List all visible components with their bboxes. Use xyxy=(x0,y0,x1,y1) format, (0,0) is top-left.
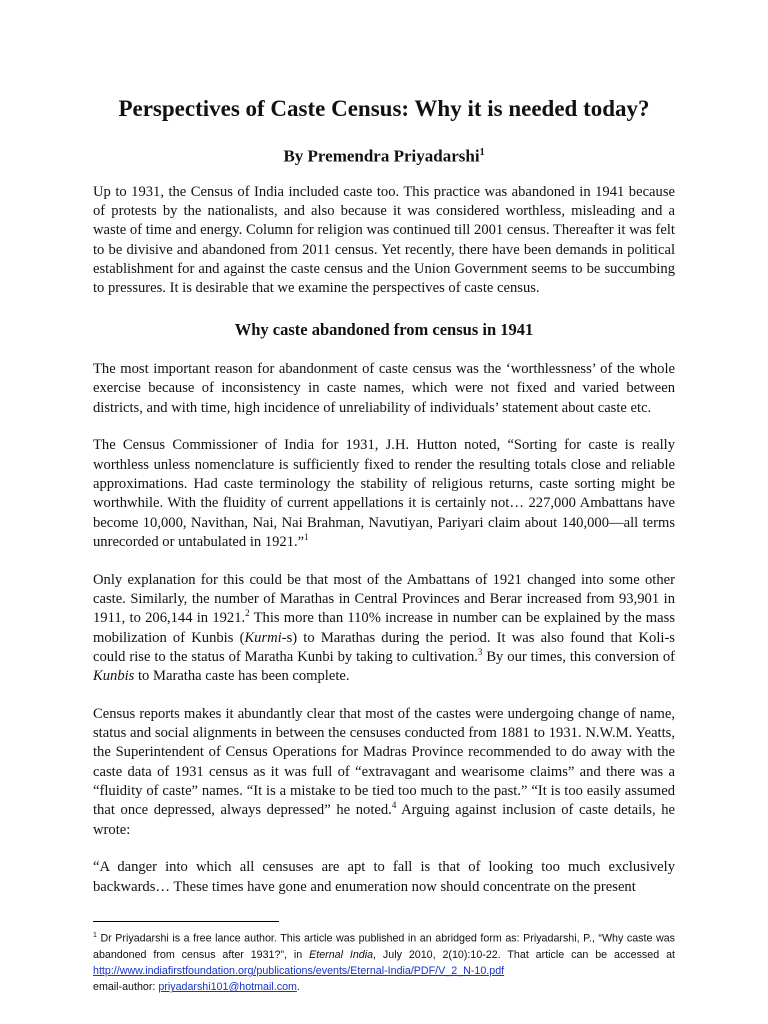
section-heading: Why caste abandoned from census in 1941 xyxy=(234,320,534,340)
document-title: Perspectives of Caste Census: Why it is needed today? xyxy=(118,96,650,121)
footnote-ref: 1 xyxy=(304,531,309,542)
footnote-text: , July 2010, 2(10):10-22. That article can be accessed at xyxy=(373,948,675,961)
footnote xyxy=(93,928,675,996)
italic-term: Kurmi xyxy=(244,629,282,646)
paragraph-ambattans xyxy=(93,571,675,687)
italic-term: Kunbis xyxy=(93,668,135,685)
footnote-ref: 4 xyxy=(391,800,397,811)
paragraph-text: to Maratha caste has been complete. xyxy=(134,668,350,685)
paragraph-text: This more than 110% increase in number can be explained by the mass mobilization of Kunbis ( xyxy=(93,610,675,646)
footnote-ref: 2 xyxy=(245,608,250,619)
paragraph-hutton xyxy=(93,436,675,552)
footnote-ref: 3 xyxy=(477,646,483,657)
article-link[interactable]: http://www.indiafirstfoundation.org/publications/events/Eternal-India/PDF/V_2_N-10.pdf xyxy=(93,965,505,978)
paragraph-worthlessness: The most important reason for abandonment of caste census was the ‘worthlessness’ of the whole exercise because of inconsistency in caste names, which were not fixed and varied between districts, and with time, high incidence of unreliability of individuals’ statement about caste etc. xyxy=(93,360,675,416)
footnote-text: Dr Priyadarshi is a free lance author. This article was published in an abridged form as: Priyadarshi, P., “Why caste was abandoned from census after 1931?”, in xyxy=(93,932,675,961)
paragraph-quote: “A danger into which all censuses are apt to fall is that of looking too much exclusively backwards… These times have gone and enumeration now should concentrate on the present xyxy=(93,859,675,895)
footnote-ref: 1 xyxy=(479,147,485,158)
footnote-text: . xyxy=(296,981,300,994)
paragraph-text: By our times, this conversion of xyxy=(482,648,675,665)
email-link[interactable]: priyadarshi101@hotmail.com xyxy=(158,981,297,994)
paragraph-text: The Census Commissioner of India for 1931, J.H. Hutton noted, “Sorting for caste is really worthless unless nomenclature is sufficiently fixed to render the resulting totals close and reliable approximations. Had caste terminology the stability of religious returns, caste sorting might be worthwhile. With the fluidity of current appellations it is certainly not… 227,000 Ambattans have become 10,000, Navithan, Nai, Nai Brahman, Navutiyan, Pariyari claim about 140,000—all terms unrecorded or untabulated in 1921.” xyxy=(93,437,675,550)
footnote-divider xyxy=(93,921,279,922)
email-label: email-author: xyxy=(93,981,159,994)
footnote-marker: 1 xyxy=(93,932,97,939)
paragraph-text: Census reports makes it abundantly clear that most of the castes were undergoing change of name, status and social alignments in between the censuses conducted from 1881 to 1931. N.W.M. Yeatts, the Superintendent of Census Operations for Madras Province recommended to do away with the caste data of 1931 census as it was full of “extravagant and wearisome claims” and there was a “fluidity of caste” names. “It is a mistake to be tied too much to the past.” “It is too easily assumed that once depressed, always depressed” he noted. xyxy=(93,705,675,819)
paragraph-yeatts xyxy=(93,705,675,840)
intro-paragraph: Up to 1931, the Census of India included caste too. This practice was abandoned in 1941 because of protests by the nationalists, and also because it was considered worthless, misleading and a waste of time and energy. Column for religion was continued till 2001 census. Thereafter it was felt to be divisive and abandoned from 2011 census. Yet recently, there have been demands in political establishment for and against the caste census and the Union Government seems to be succumbing to pressures. It is desirable that we examine the perspectives of caste census. xyxy=(93,183,675,297)
journal-name: Eternal India xyxy=(309,948,374,961)
author-line xyxy=(93,142,675,168)
paragraph-text: Arguing against inclusion of caste details, he wrote: xyxy=(93,802,675,838)
paragraph-text: -s) to Marathas during the period. It was also found that Koli-s could rise to the status of Maratha Kunbi by taking to cultivation. xyxy=(93,629,675,665)
paragraph-text: Only explanation for this could be that most of the Ambattans of 1921 changed into some other caste. Similarly, the number of Marathas in Central Provinces and Berar increased from 93,901 in 1911, to 206,144 in 1921. xyxy=(93,571,675,627)
author-name: By Premendra Priyadarshi xyxy=(283,146,480,166)
